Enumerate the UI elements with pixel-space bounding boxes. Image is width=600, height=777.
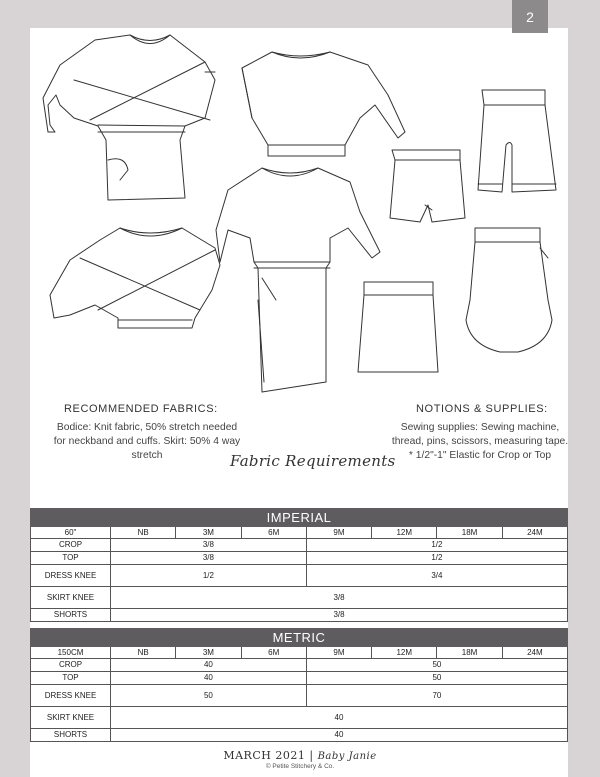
fabrics-text — [32, 421, 262, 463]
sketch-wrap-dress — [43, 35, 215, 200]
row-label: CROP — [31, 539, 111, 552]
footer-brand: Baby Janie — [317, 751, 377, 762]
sketch-dress — [216, 168, 380, 392]
page-number-badge: 2 — [512, 0, 548, 33]
value-cell: 40 — [111, 659, 307, 672]
table-row — [31, 647, 568, 659]
size-header: NB — [111, 527, 176, 539]
size-header: 12M — [372, 647, 437, 659]
size-header: 24M — [502, 527, 567, 539]
value-cell: 50 — [111, 685, 307, 707]
size-header: 3M — [176, 647, 241, 659]
value-cell: 3/8 — [111, 609, 568, 622]
table-row — [31, 527, 568, 539]
value-cell: 1/2 — [111, 565, 307, 587]
row-label: SKIRT KNEE — [31, 707, 111, 729]
sketch-shorts — [390, 150, 465, 222]
fabrics-line: stretch — [131, 450, 163, 461]
size-header: 18M — [437, 527, 502, 539]
unit-cell: 150CM — [31, 647, 111, 659]
value-cell: 3/8 — [111, 552, 307, 565]
size-header: 6M — [241, 527, 306, 539]
table-row — [31, 729, 568, 742]
size-header: 18M — [437, 647, 502, 659]
value-cell: 40 — [111, 707, 568, 729]
size-header: 12M — [372, 527, 437, 539]
size-header: 6M — [241, 647, 306, 659]
value-cell: 70 — [306, 685, 567, 707]
row-label: CROP — [31, 659, 111, 672]
table-row — [31, 609, 568, 622]
value-cell: 50 — [306, 672, 567, 685]
size-header: 3M — [176, 527, 241, 539]
table-row — [31, 659, 568, 672]
fabrics-line: Bodice: Knit fabric, 50% stretch needed — [56, 422, 238, 433]
value-cell: 3/4 — [306, 565, 567, 587]
footer — [0, 749, 600, 770]
table-row — [31, 552, 568, 565]
table-row — [31, 707, 568, 729]
sketch-bike-shorts — [478, 90, 556, 192]
row-label: DRESS KNEE — [31, 685, 111, 707]
notions-text — [360, 421, 600, 463]
notions-heading: NOTIONS & SUPPLIES: — [416, 403, 548, 415]
value-cell: 1/2 — [306, 552, 567, 565]
row-label: DRESS KNEE — [31, 565, 111, 587]
footer-date: MARCH 2021 — [223, 749, 306, 762]
fabrics-line: for neckband and cuffs. Skirt: 50% 4 way — [53, 436, 241, 447]
sketch-crop-top — [242, 52, 405, 156]
notions-line: Sewing supplies: Sewing machine, — [400, 422, 560, 433]
notions-line: * 1/2"-1" Elastic for Crop or Top — [408, 450, 552, 461]
size-header: 9M — [306, 647, 371, 659]
table-row — [31, 539, 568, 552]
row-label: SHORTS — [31, 609, 111, 622]
metric-title: METRIC — [31, 629, 568, 647]
row-label: SHORTS — [31, 729, 111, 742]
value-cell: 40 — [111, 672, 307, 685]
metric-table — [30, 628, 568, 742]
unit-cell: 60" — [31, 527, 111, 539]
size-header: NB — [111, 647, 176, 659]
footer-separator: | — [309, 749, 314, 762]
sketch-skirt — [358, 282, 438, 372]
row-label: TOP — [31, 552, 111, 565]
value-cell: 50 — [306, 659, 567, 672]
size-header: 9M — [306, 527, 371, 539]
table-row — [31, 565, 568, 587]
notions-line: thread, pins, scissors, measuring tape. — [391, 436, 569, 447]
row-label: TOP — [31, 672, 111, 685]
table-row — [31, 587, 568, 609]
imperial-title: IMPERIAL — [31, 509, 568, 527]
imperial-table — [30, 508, 568, 622]
value-cell: 3/8 — [111, 539, 307, 552]
sketch-hilo-skirt — [466, 228, 552, 352]
table-row — [31, 685, 568, 707]
footer-line — [0, 749, 600, 762]
row-label: SKIRT KNEE — [31, 587, 111, 609]
footer-copyright: © Petite Stitchery & Co. — [265, 763, 335, 770]
value-cell: 40 — [111, 729, 568, 742]
sketch-wrap-top — [50, 228, 220, 328]
size-header: 24M — [502, 647, 567, 659]
value-cell: 3/8 — [111, 587, 568, 609]
value-cell: 1/2 — [306, 539, 567, 552]
section-title: Fabric Requirements — [230, 452, 396, 470]
fabrics-heading: RECOMMENDED FABRICS: — [64, 403, 218, 415]
table-row — [31, 672, 568, 685]
